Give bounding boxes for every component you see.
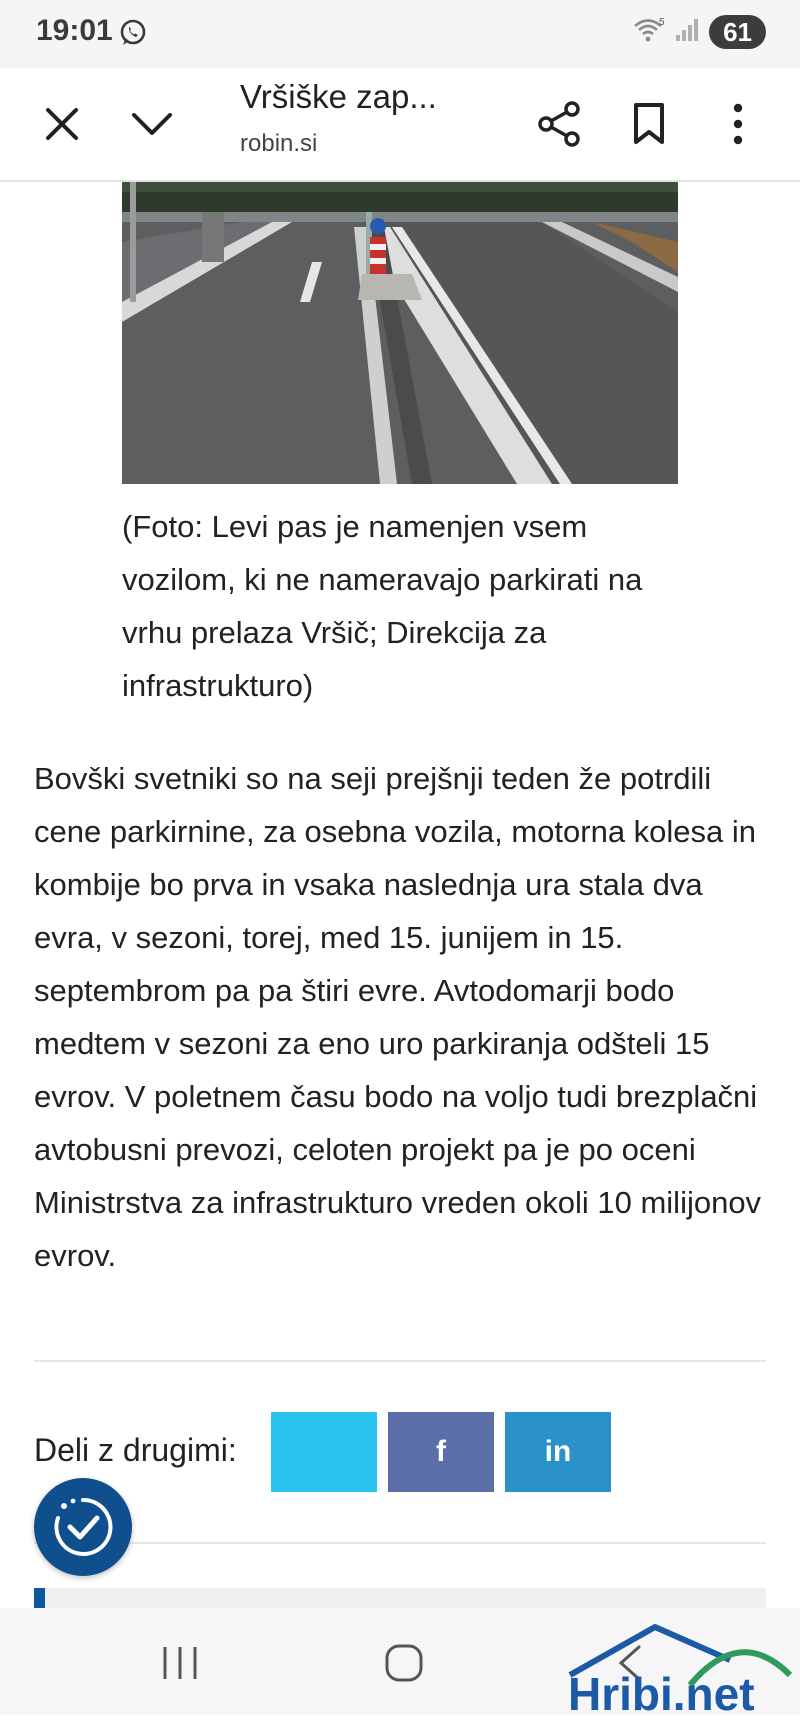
custom-tab-toolbar [0, 68, 800, 182]
close-icon [44, 106, 80, 142]
wifi-band-label: 5 [659, 16, 665, 28]
share-icon [537, 101, 583, 147]
signal-icon [675, 17, 701, 48]
home-icon [384, 1643, 424, 1683]
photo-caption: (Foto: Levi pas je namenjen vsem vozilom, ki ne nameravajo parkirati na vrhu prelaza Vršič; Direkcija za infrastrukturo) [122, 509, 643, 703]
accessibility-button[interactable] [34, 1478, 132, 1576]
battery-indicator: 61 [709, 15, 766, 49]
linkedin-icon: in [544, 1435, 572, 1468]
article-paragraph: Bovški svetniki so na seji prejšnji teden že potrdili cene parkirnine, za osebna vozila, motorna kolesa in kombije bo prva in vsaka naslednja ura stala dva evra, v sezoni, torej, med 15. junijem in 15. septembrom pa pa štiri evre. Avtodomarji bodo medtem v sezoni za eno uro parkiranja odšteli 15 evrov. V poletnem času bodo na voljo tudi brezplačni avtobusni prevozi, celoten projekt pa je po oceni Ministrstva za infrastrukturo vreden okoli 10 milijonov evrov. [34, 761, 762, 1273]
home-button[interactable] [364, 1628, 444, 1698]
wifi-icon [633, 15, 667, 50]
status-bar [0, 0, 800, 68]
divider [34, 1542, 766, 1544]
article-photo [122, 182, 678, 484]
share-button[interactable] [526, 90, 594, 158]
facebook-icon: f [436, 1435, 446, 1468]
page-domain[interactable]: robin.si [240, 130, 318, 157]
close-button[interactable] [28, 90, 96, 158]
more-vert-icon [732, 103, 744, 145]
divider [34, 1360, 766, 1362]
more-options-button[interactable] [704, 90, 772, 158]
share-twitter-button[interactable] [271, 1412, 377, 1492]
recent-apps-button[interactable] [140, 1628, 220, 1698]
watermark-logo [560, 1605, 800, 1715]
watermark-text: Hribi.net [568, 1668, 755, 1715]
bookmark-button[interactable] [615, 90, 683, 158]
reading-progress-fill [34, 1588, 45, 1608]
article-content [0, 182, 800, 1608]
status-time: 19:01 [36, 14, 113, 47]
share-label: Deli z drugimi: [34, 1432, 237, 1468]
bookmark-icon [632, 102, 666, 146]
minimize-button[interactable] [118, 90, 186, 158]
share-facebook-button[interactable] [388, 1412, 494, 1492]
whatsapp-icon [118, 18, 148, 48]
recent-apps-icon [160, 1645, 200, 1681]
accessibility-check-icon [50, 1494, 116, 1560]
share-linkedin-button[interactable] [505, 1412, 611, 1492]
page-title[interactable]: Vršiške zap... [240, 78, 437, 115]
chevron-down-icon [131, 111, 173, 137]
